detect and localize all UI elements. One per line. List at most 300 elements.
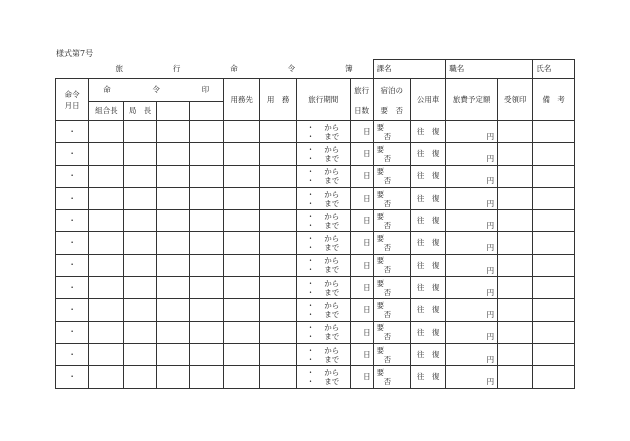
car-cell[interactable]: 往 復 xyxy=(410,187,445,209)
remarks-cell[interactable] xyxy=(533,121,575,143)
period-cell[interactable] xyxy=(296,121,350,143)
yen-unit: 円 xyxy=(486,332,495,342)
to-label: まで xyxy=(324,265,340,275)
car-header: 公用車 xyxy=(410,79,445,121)
period-cell[interactable] xyxy=(296,254,350,276)
chief-seal-cell[interactable] xyxy=(124,343,156,365)
from-label: から xyxy=(324,256,340,266)
receipt-seal-cell[interactable] xyxy=(498,366,533,388)
day-unit: 日 xyxy=(363,305,371,315)
lodging-no-need: 否 xyxy=(383,243,392,253)
group-head-seal-cell[interactable] xyxy=(89,210,124,232)
ledger-title xyxy=(56,60,374,79)
day-unit: 日 xyxy=(363,126,371,136)
title-char: 行 xyxy=(172,64,181,73)
seal-cell[interactable] xyxy=(156,254,189,276)
group-head-seal-cell[interactable] xyxy=(89,299,124,321)
budget-cell[interactable] xyxy=(446,232,498,254)
group-head-seal-cell[interactable] xyxy=(89,121,124,143)
seal-cell[interactable] xyxy=(189,254,223,276)
receipt-seal-cell[interactable] xyxy=(498,343,533,365)
days-cell[interactable] xyxy=(350,277,373,299)
yen-unit: 円 xyxy=(486,287,495,297)
car-cell[interactable]: 往 復 xyxy=(410,321,445,343)
to-label: まで xyxy=(324,220,340,230)
period-cell[interactable] xyxy=(296,187,350,209)
seal-blank-2 xyxy=(189,102,223,121)
remarks-cell[interactable] xyxy=(533,277,575,299)
from-label: から xyxy=(324,144,340,154)
order-date-cell[interactable]: ・ xyxy=(56,187,89,209)
chief-seal-cell[interactable] xyxy=(124,277,156,299)
group-head-header: 組合長 xyxy=(89,102,124,121)
lodging-cell[interactable] xyxy=(373,321,410,343)
car-cell[interactable]: 往 復 xyxy=(410,210,445,232)
business-cell[interactable] xyxy=(260,121,296,143)
from-label: から xyxy=(324,345,340,355)
yen-unit: 円 xyxy=(486,377,495,387)
yen-unit: 円 xyxy=(486,220,495,230)
from-dot: ・ xyxy=(306,167,315,177)
from-label: から xyxy=(324,211,340,221)
car-cell[interactable]: 往 復 xyxy=(410,121,445,143)
to-label: まで xyxy=(324,287,340,297)
business-cell[interactable] xyxy=(260,210,296,232)
receipt-seal-header: 受領印 xyxy=(498,79,533,121)
car-cell[interactable]: 往 復 xyxy=(410,366,445,388)
seal-cell[interactable] xyxy=(156,366,189,388)
to-label: まで xyxy=(324,332,340,342)
table-row xyxy=(56,343,575,365)
lodging-cell[interactable] xyxy=(373,210,410,232)
to-dot: ・ xyxy=(306,243,315,253)
yen-unit: 円 xyxy=(486,354,495,364)
to-dot: ・ xyxy=(306,131,315,141)
lodging-need: 要 xyxy=(376,323,385,333)
period-cell[interactable] xyxy=(296,232,350,254)
remarks-cell[interactable] xyxy=(533,210,575,232)
group-head-seal-cell[interactable] xyxy=(89,187,124,209)
order-date-cell[interactable]: ・ xyxy=(56,277,89,299)
table-row xyxy=(56,232,575,254)
receipt-seal-cell[interactable] xyxy=(498,143,533,165)
budget-cell[interactable] xyxy=(446,254,498,276)
from-label: から xyxy=(324,278,340,288)
yen-unit: 円 xyxy=(486,176,495,186)
chief-seal-cell[interactable] xyxy=(124,121,156,143)
lodging-need: 要 xyxy=(376,256,385,266)
from-dot: ・ xyxy=(306,211,315,221)
chief-seal-cell[interactable] xyxy=(124,254,156,276)
order-date-cell[interactable]: ・ xyxy=(56,299,89,321)
position-field[interactable]: 職名 xyxy=(446,60,533,79)
period-cell[interactable] xyxy=(296,366,350,388)
travel-order-ledger xyxy=(55,59,575,389)
lodging-need: 要 xyxy=(376,234,385,244)
group-head-seal-cell[interactable] xyxy=(89,277,124,299)
car-cell[interactable]: 往 復 xyxy=(410,277,445,299)
budget-cell[interactable] xyxy=(446,165,498,187)
lodging-cell[interactable] xyxy=(373,187,410,209)
chief-seal-cell[interactable] xyxy=(124,187,156,209)
days-cell[interactable] xyxy=(350,143,373,165)
to-dot: ・ xyxy=(306,220,315,230)
order-date-label: 命令月日 xyxy=(64,89,80,110)
table-row xyxy=(56,277,575,299)
lodging-cell[interactable] xyxy=(373,254,410,276)
to-dot: ・ xyxy=(306,265,315,275)
group-head-seal-cell[interactable] xyxy=(89,165,124,187)
from-label: から xyxy=(324,122,340,132)
days-cell[interactable] xyxy=(350,299,373,321)
budget-cell[interactable] xyxy=(446,187,498,209)
remarks-cell[interactable] xyxy=(533,143,575,165)
from-label: から xyxy=(324,189,340,199)
title-char: 旅 xyxy=(115,64,123,73)
table-row xyxy=(56,143,575,165)
lodging-cell[interactable] xyxy=(373,343,410,365)
to-label: まで xyxy=(324,243,340,253)
table-row xyxy=(56,187,575,209)
lodging-need: 要 xyxy=(376,189,385,199)
car-cell[interactable]: 往 復 xyxy=(410,343,445,365)
receipt-seal-cell[interactable] xyxy=(498,210,533,232)
business-cell[interactable] xyxy=(260,277,296,299)
table-row xyxy=(56,121,575,143)
name-field[interactable]: 氏名 xyxy=(533,60,575,79)
to-dot: ・ xyxy=(306,198,315,208)
yen-unit: 円 xyxy=(486,198,495,208)
lodging-no-need: 否 xyxy=(383,310,392,320)
business-cell[interactable] xyxy=(260,165,296,187)
day-unit: 日 xyxy=(363,349,371,359)
budget-cell[interactable] xyxy=(446,210,498,232)
title-row xyxy=(56,60,575,79)
chief-seal-cell[interactable] xyxy=(124,299,156,321)
period-cell[interactable] xyxy=(296,210,350,232)
day-unit: 日 xyxy=(363,372,371,382)
from-label: から xyxy=(324,234,340,244)
days-header-top: 旅行 xyxy=(350,79,373,102)
receipt-seal-cell[interactable] xyxy=(498,321,533,343)
order-date-cell[interactable]: ・ xyxy=(56,143,89,165)
period-cell[interactable] xyxy=(296,343,350,365)
remarks-header: 備 考 xyxy=(533,79,575,121)
title-char: 命 xyxy=(230,64,238,73)
from-dot: ・ xyxy=(306,345,315,355)
destination-header: 用務先 xyxy=(224,79,260,121)
lodging-no-need: 否 xyxy=(383,332,392,342)
from-dot: ・ xyxy=(306,256,315,266)
chief-seal-cell[interactable] xyxy=(124,165,156,187)
seal-cell[interactable] xyxy=(189,210,223,232)
yen-unit: 円 xyxy=(486,265,495,275)
group-head-seal-cell[interactable] xyxy=(89,232,124,254)
lodging-no-need: 否 xyxy=(383,220,392,230)
period-cell[interactable] xyxy=(296,143,350,165)
period-cell[interactable] xyxy=(296,299,350,321)
from-dot: ・ xyxy=(306,367,315,377)
seal-blank-1 xyxy=(156,102,189,121)
lodging-no-need: 否 xyxy=(383,287,392,297)
lodging-need: 要 xyxy=(376,167,385,177)
seal-cell[interactable] xyxy=(156,277,189,299)
days-cell[interactable] xyxy=(350,321,373,343)
from-dot: ・ xyxy=(306,122,315,132)
business-cell[interactable] xyxy=(260,299,296,321)
receipt-seal-cell[interactable] xyxy=(498,254,533,276)
seal-cell[interactable] xyxy=(156,299,189,321)
seal-cell[interactable] xyxy=(156,232,189,254)
seal-cell[interactable] xyxy=(156,210,189,232)
order-date-cell[interactable]: ・ xyxy=(56,366,89,388)
seal-cell[interactable] xyxy=(189,299,223,321)
order-date-header xyxy=(56,79,89,121)
group-head-seal-cell[interactable] xyxy=(89,143,124,165)
destination-cell[interactable] xyxy=(224,343,260,365)
lodging-cell[interactable] xyxy=(373,299,410,321)
destination-cell[interactable] xyxy=(224,210,260,232)
to-label: まで xyxy=(324,354,340,364)
to-dot: ・ xyxy=(306,176,315,186)
remarks-cell[interactable] xyxy=(533,187,575,209)
chief-seal-cell[interactable] xyxy=(124,366,156,388)
days-cell[interactable] xyxy=(350,232,373,254)
lodging-cell[interactable] xyxy=(373,277,410,299)
budget-cell[interactable] xyxy=(446,343,498,365)
seal-header-char: 令 xyxy=(152,85,160,95)
budget-cell[interactable] xyxy=(446,277,498,299)
table-row xyxy=(56,210,575,232)
to-dot: ・ xyxy=(306,310,315,320)
chief-seal-cell[interactable] xyxy=(124,232,156,254)
from-label: から xyxy=(324,367,340,377)
seal-cell[interactable] xyxy=(189,232,223,254)
seal-cell[interactable] xyxy=(156,187,189,209)
receipt-seal-cell[interactable] xyxy=(498,299,533,321)
destination-cell[interactable] xyxy=(224,143,260,165)
order-date-cell[interactable]: ・ xyxy=(56,165,89,187)
to-dot: ・ xyxy=(306,153,315,163)
days-cell[interactable] xyxy=(350,165,373,187)
from-dot: ・ xyxy=(306,323,315,333)
seal-cell[interactable] xyxy=(156,165,189,187)
seal-cell[interactable] xyxy=(156,143,189,165)
order-date-cell[interactable]: ・ xyxy=(56,210,89,232)
destination-cell[interactable] xyxy=(224,254,260,276)
business-cell[interactable] xyxy=(260,343,296,365)
car-cell[interactable]: 往 復 xyxy=(410,232,445,254)
lodging-cell[interactable] xyxy=(373,232,410,254)
days-cell[interactable] xyxy=(350,366,373,388)
order-date-cell[interactable]: ・ xyxy=(56,254,89,276)
order-date-cell[interactable]: ・ xyxy=(56,232,89,254)
from-label: から xyxy=(324,167,340,177)
car-cell[interactable]: 往 復 xyxy=(410,165,445,187)
business-cell[interactable] xyxy=(260,366,296,388)
destination-cell[interactable] xyxy=(224,187,260,209)
destination-cell[interactable] xyxy=(224,277,260,299)
day-unit: 日 xyxy=(363,149,371,159)
group-head-seal-cell[interactable] xyxy=(89,366,124,388)
budget-cell[interactable] xyxy=(446,299,498,321)
table-row xyxy=(56,254,575,276)
days-cell[interactable] xyxy=(350,187,373,209)
to-label: まで xyxy=(324,376,340,386)
to-dot: ・ xyxy=(306,376,315,386)
lodging-need: 要 xyxy=(376,144,385,154)
destination-cell[interactable] xyxy=(224,121,260,143)
day-unit: 日 xyxy=(363,327,371,337)
lodging-header-bottom: 要 否 xyxy=(373,102,410,121)
chief-header: 局 長 xyxy=(124,102,156,121)
group-head-seal-cell[interactable] xyxy=(89,254,124,276)
form-number: 様式第7号 xyxy=(56,49,94,58)
dept-field[interactable]: 課名 xyxy=(373,60,446,79)
business-cell[interactable] xyxy=(260,187,296,209)
lodging-need: 要 xyxy=(376,122,385,132)
day-unit: 日 xyxy=(363,216,371,226)
chief-seal-cell[interactable] xyxy=(124,210,156,232)
title-char: 簿 xyxy=(345,64,353,73)
lodging-no-need: 否 xyxy=(383,198,392,208)
day-unit: 日 xyxy=(363,282,371,292)
car-cell[interactable]: 往 復 xyxy=(410,299,445,321)
business-cell[interactable] xyxy=(260,232,296,254)
car-cell[interactable]: 往 復 xyxy=(410,143,445,165)
from-dot: ・ xyxy=(306,189,315,199)
remarks-cell[interactable] xyxy=(533,366,575,388)
seal-cell[interactable] xyxy=(189,366,223,388)
receipt-seal-cell[interactable] xyxy=(498,121,533,143)
order-date-cell[interactable]: ・ xyxy=(56,121,89,143)
seal-cell[interactable] xyxy=(156,343,189,365)
yen-unit: 円 xyxy=(486,154,495,164)
lodging-cell[interactable] xyxy=(373,121,410,143)
budget-cell[interactable] xyxy=(446,321,498,343)
group-head-seal-cell[interactable] xyxy=(89,321,124,343)
to-dot: ・ xyxy=(306,354,315,364)
seal-cell[interactable] xyxy=(156,121,189,143)
from-dot: ・ xyxy=(306,234,315,244)
to-dot: ・ xyxy=(306,287,315,297)
lodging-no-need: 否 xyxy=(383,131,392,141)
days-header-bottom: 日数 xyxy=(350,102,373,121)
budget-header: 旅費予定額 xyxy=(446,79,498,121)
from-dot: ・ xyxy=(306,301,315,311)
remarks-cell[interactable] xyxy=(533,321,575,343)
business-cell[interactable] xyxy=(260,321,296,343)
days-cell[interactable] xyxy=(350,210,373,232)
seal-header-char: 命 xyxy=(103,85,111,95)
destination-cell[interactable] xyxy=(224,232,260,254)
receipt-seal-cell[interactable] xyxy=(498,187,533,209)
destination-cell[interactable] xyxy=(224,321,260,343)
seal-cell[interactable] xyxy=(189,143,223,165)
budget-cell[interactable] xyxy=(446,366,498,388)
receipt-seal-cell[interactable] xyxy=(498,232,533,254)
from-label: から xyxy=(324,323,340,333)
day-unit: 日 xyxy=(363,193,371,203)
to-label: まで xyxy=(324,198,340,208)
period-cell[interactable] xyxy=(296,165,350,187)
seal-cell[interactable] xyxy=(156,321,189,343)
group-head-seal-cell[interactable] xyxy=(89,343,124,365)
day-unit: 日 xyxy=(363,260,371,270)
remarks-cell[interactable] xyxy=(533,165,575,187)
remarks-cell[interactable] xyxy=(533,299,575,321)
table-row xyxy=(56,299,575,321)
order-date-cell[interactable]: ・ xyxy=(56,321,89,343)
lodging-cell[interactable] xyxy=(373,165,410,187)
to-label: まで xyxy=(324,310,340,320)
to-label: まで xyxy=(324,176,340,186)
destination-cell[interactable] xyxy=(224,299,260,321)
day-unit: 日 xyxy=(363,171,371,181)
remarks-cell[interactable] xyxy=(533,254,575,276)
seal-cell[interactable] xyxy=(189,277,223,299)
seal-cell[interactable] xyxy=(189,121,223,143)
remarks-cell[interactable] xyxy=(533,343,575,365)
lodging-need: 要 xyxy=(376,367,385,377)
business-cell[interactable] xyxy=(260,254,296,276)
business-cell[interactable] xyxy=(260,143,296,165)
period-cell[interactable] xyxy=(296,277,350,299)
to-label: まで xyxy=(324,131,340,141)
lodging-cell[interactable] xyxy=(373,143,410,165)
to-dot: ・ xyxy=(306,332,315,342)
lodging-no-need: 否 xyxy=(383,376,392,386)
seal-cell[interactable] xyxy=(189,343,223,365)
seal-cell[interactable] xyxy=(189,187,223,209)
lodging-cell[interactable] xyxy=(373,366,410,388)
lodging-need: 要 xyxy=(376,211,385,221)
seal-cell[interactable] xyxy=(189,321,223,343)
car-cell[interactable]: 往 復 xyxy=(410,254,445,276)
yen-unit: 円 xyxy=(486,310,495,320)
from-dot: ・ xyxy=(306,278,315,288)
lodging-header-top: 宿泊の xyxy=(373,79,410,102)
receipt-seal-cell[interactable] xyxy=(498,165,533,187)
yen-unit: 円 xyxy=(486,243,495,253)
budget-cell[interactable] xyxy=(446,121,498,143)
days-cell[interactable] xyxy=(350,254,373,276)
destination-cell[interactable] xyxy=(224,366,260,388)
budget-cell[interactable] xyxy=(446,143,498,165)
lodging-need: 要 xyxy=(376,301,385,311)
table-row xyxy=(56,366,575,388)
lodging-no-need: 否 xyxy=(383,176,392,186)
to-label: まで xyxy=(324,153,340,163)
from-label: から xyxy=(324,301,340,311)
seal-header-char: 印 xyxy=(201,85,210,95)
period-cell[interactable] xyxy=(296,321,350,343)
lodging-need: 要 xyxy=(376,345,385,355)
order-date-cell[interactable]: ・ xyxy=(56,343,89,365)
receipt-seal-cell[interactable] xyxy=(498,277,533,299)
table-row xyxy=(56,165,575,187)
title-char: 令 xyxy=(287,64,296,73)
day-unit: 日 xyxy=(363,238,371,248)
remarks-cell[interactable] xyxy=(533,232,575,254)
days-cell[interactable] xyxy=(350,343,373,365)
seal-cell[interactable] xyxy=(189,165,223,187)
destination-cell[interactable] xyxy=(224,165,260,187)
days-cell[interactable] xyxy=(350,121,373,143)
chief-seal-cell[interactable] xyxy=(124,321,156,343)
table-row xyxy=(56,321,575,343)
chief-seal-cell[interactable] xyxy=(124,143,156,165)
